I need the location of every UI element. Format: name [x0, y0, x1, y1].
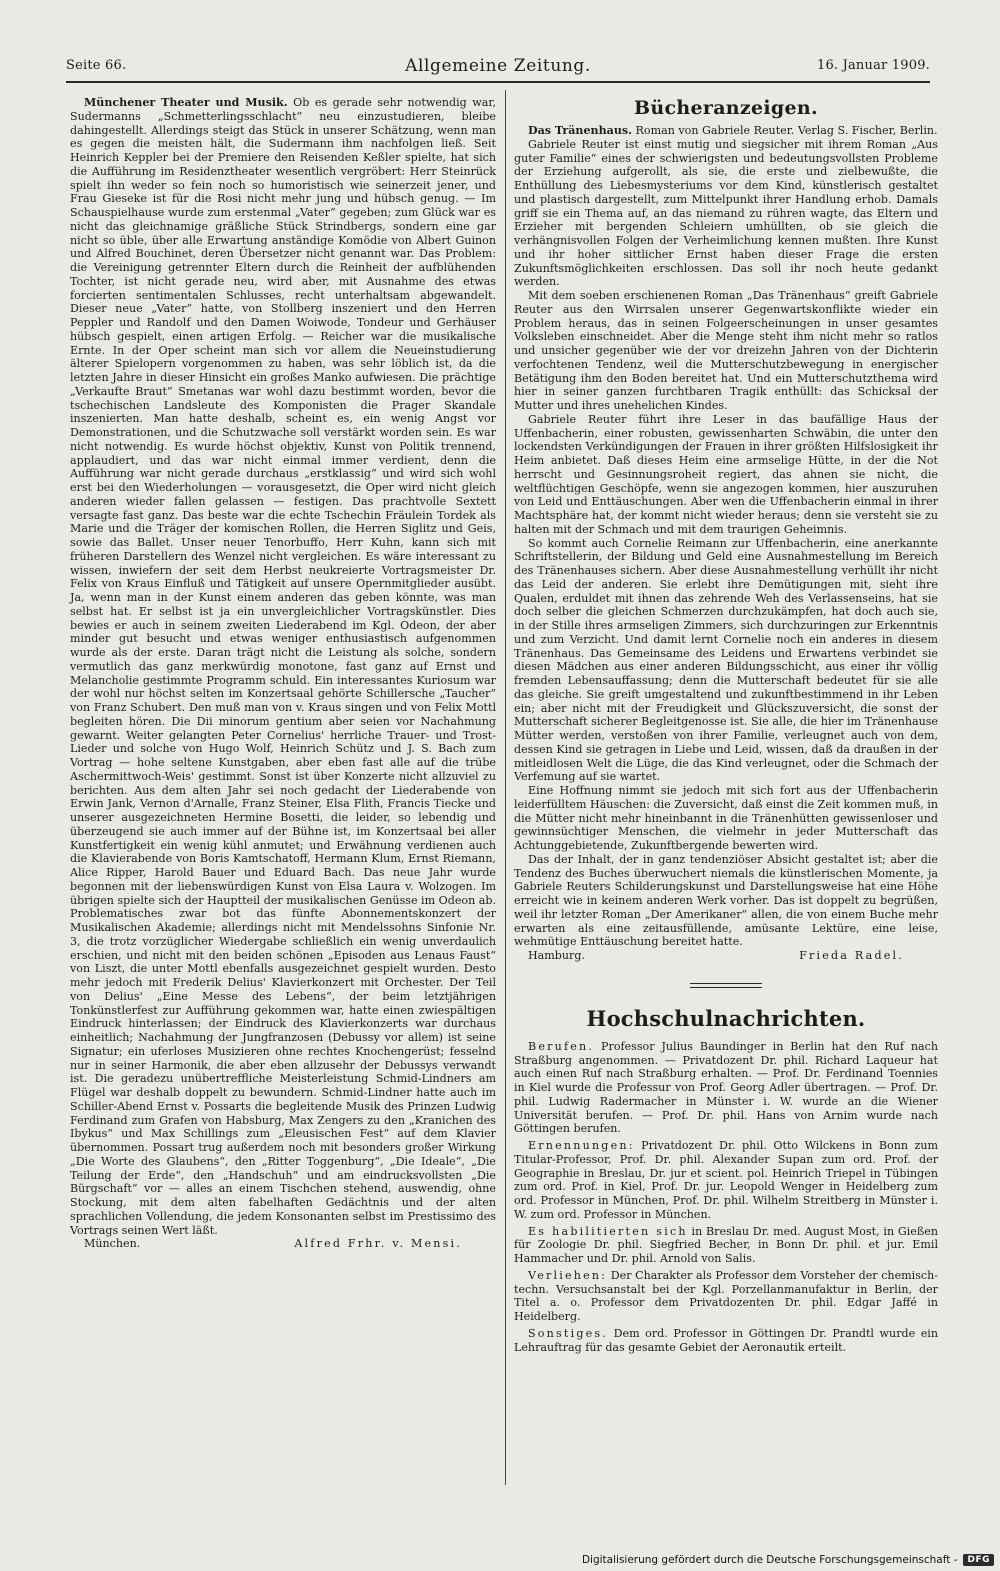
theater-article: [70, 96, 496, 1237]
page-number: Seite 66.: [66, 58, 127, 73]
news-item: [514, 1139, 938, 1222]
news-item: [514, 1225, 938, 1266]
news-item-text: Privatdozent Dr. phil. Otto Wilckens in Bonn zum Titular-Professor, Prof. Dr. phil. Alexander Supan zum ord. Prof. der Geographie in Breslau, Dr. jur et scient. pol. Heinrich Triepel in Tübingen zum ord. Prof. in Kiel, Prof. Dr. jur. Leopold Wenger in Heidelberg zum ord. Professor in München, Prof. Dr. phil. Wilhelm Streitberg in Münster i. W. zum ord. Professor in München.: [514, 1139, 938, 1221]
article-body: Ob es gerade sehr notwendig war, Sudermanns „Schmetterlingsschlacht“ neu einzustudieren, bleibe dahingestellt. Allerdings steigt das Stück in unserer Schätzung, wenn man es gegen die meisten hält, die Sudermann ihm nachfolgen ließ. Seit Heinrich Keppler bei der Premiere den Reisenden Keßler spielte, hat sich die Aufführung im Residenztheater wesentlich vergröbert: Herr Steinrück spielt ihn weder so fein noch so humoristisch wie seinerzeit jener, und Frau Gieseke ist für die Rosi nicht mehr jung und hübsch genug. — Im Schauspielhause wurde zum erstenmal „Vater“ gegeben; zum Glück war es nicht das gleichnamige gräßliche Stück Strindbergs, sondern eine gar nicht so üble, über alle Erwartung anständige Komödie von Albert Guinon und Alfred Bouchinet, deren Übersetzer nicht genannt war. Das Problem: die Vereinigung getrennter Eltern durch die Reinheit der aufblühenden Tochter, ist nicht gerade neu, wird aber, mit Ausnahme des etwas forcierten sentimentalen Schlusses, recht unterhaltsam abgewandelt. Dieser neue „Vater“ hatte, von Stollberg inszeniert und den Herren Peppler und Randolf und den Damen Woiwode, Tondeur und Gerhäuser hübsch gespielt, einen artigen Erfolg. — Reicher war die musikalische Ernte. In der Oper scheint man sich vor allem die Neueinstudierung älterer Spielopern vorgenommen zu haben, was sehr löblich ist, da die letzten Jahre in dieser Hinsicht ein großes Manko aufwiesen. Die prächtige „Verkaufte Braut“ Smetanas war wohl dazu bestimmt worden, bevor die tschechischen Landsleute des Komponisten die Prager Skandale inszenierten. Man hatte deshalb, scheint es, ein wenig Angst vor Demonstrationen, und die Schutzwache soll verstärkt worden sein. Es war nicht notwendig. Es wurde höchst objektiv, Kunst von Politik trennend, applaudiert, und das war nicht einmal immer verdient, denn die Aufführung war nicht gerade durchaus „erstklassig“ und wird sich wohl erst bei den Wiederholungen — vorausgesetzt, die Oper wird nicht gleich anderen wieder fallen gelassen — festigen. Das prachtvolle Sextett versagte fast ganz. Das beste war die echte Tschechin Fräulein Tordek als Marie und die Träger der komischen Rollen, die Herren Siglitz und Geis, sowie das Ballet. Unser neuer Tenorbuffo, Herr Kuhn, kann sich mit früheren Darstellern des Wenzel nicht vergleichen. Es wäre interessant zu wissen, inwiefern der seit dem Herbst neukreierte Vortragsmeister Dr. Felix von Kraus Einfluß und Tätigkeit auf unsere Opernmitglieder ausübt. Ja, wenn man in der Kunst einem anderen das geben könnte, was man selbst hat. Er selbst ist ja ein unvergleichlicher Vortragskünstler. Dies bewies er auch in seinem zweiten Liederabend im Kgl. Odeon, der aber minder gut besucht und etwas weniger enthusiastisch aufgenommen wurde als der erste. Daran trägt nicht die Leistung als solche, sondern vermutlich das ganz merkwürdig monotone, fast ganz auf Ernst und Melancholie gestimmte Programm schuld. Ein interessantes Kuriosum war der wohl nur höchst selten im Konzertsaal gehörte Schillersche „Taucher“ von Franz Schubert. Den muß man von v. Kraus singen und von Felix Mottl begleiten hören. Die Dii minorum gentium aber seien vor Nachahmung gewarnt. Weiter gelangten Peter Cornelius' herrliche Trauer- und Trost-Lieder und solche von Hugo Wolf, Heinrich Schütz und J. S. Bach zum Vortrag — hohe seltene Kunstgaben, aber eben fast alle auf die trübe Aschermittwoch-Weis' gestimmt. Sonst ist über Konzerte nicht allzuviel zu berichten. Aus dem alten Jahr sei noch gedacht der Liederabende von Erwin Jank, Vernon d'Arnalle, Franz Steiner, Elsa Flith, Francis Tiecke und unserer ausgezeichneten Hermine Bosetti, die leider, so lebendig und überzeugend sie auch immer auf der Bühne ist, im Konzertsaal bei aller Kunstfertigkeit ein wenig kühl anmutet; und Erwähnung verdienen auch die Klavierabende von Boris Kamtschatoff, Hermann Klum, Ernst Riemann, Alice Ripper, Harold Bauer und Eduard Bach. Das neue Jahr wurde begonnen mit der liebenswürdigen Kunst von Elsa Laura v. Wolzogen. Im übrigen spielte sich der Hauptteil der musikalischen Genüsse im Odeon ab. Problematisches zwar bot das fünfte Abonnementskonzert der Musikalischen Akademie; allerdings nicht mit Mendelssohns Sinfonie Nr. 3, die trotz vorzüglicher Wiedergabe schließlich ein wenig unverdaulich erschien, und nicht mit den beiden schönen „Episoden aus Lenaus Faust“ von Liszt, die unter Mottl ebenfalls ausgezeichnet gespielt wurden. Desto mehr jedoch mit Frederik Delius' Klavierkonzert mit Orchester. Der Teil von Delius' „Eine Messe des Lebens“, der beim letztjährigen Tonkünstlerfest zur Aufführung gekommen war, hatte einen zwiespältigen Eindruck hinterlassen; der Eindruck des Klavierkonzerts war durchaus einheitlich; Nachahmung der Jungfranzosen (Debussy vor allem) ist seine Signatur; ein uferloses Musizieren ohne rechtes Knochengerüst; fesselnd nur in seiner Harmonik, die aber eben allzusehr der Debussys verwandt ist. Die geradezu unübertreffliche Meisterleistung Schmid-Lindners am Flügel war deshalb doppelt zu bewundern. Schmid-Lindner hatte auch im Schiller-Abend Ernst v. Possarts die begleitende Musik des Prinzen Ludwig Ferdinand zum Grafen von Habsburg, Max Zengers zu den „Kranichen des Ibykus“ und Max Schillings zum „Eleusischen Fest“ auf dem Klavier übernommen. Possart trug außerdem noch mit besonders großer Wirkung „Die Worte des Glaubens“, den „Ritter Toggenburg“, „Die Ideale“, „Die Teilung der Erde“, den „Handschuh“ und am eindrucksvollsten „Die Bürgschaft“ vor — alles an einem Tischchen stehend, auswendig, ohne Stockung, mit dem alten fabelhaften Gedächtnis und der alten sprachlichen Vollendung, die jedem Konsonanten selbst im Prestissimo des Vortrags seinen Wert läßt.: [70, 96, 496, 1237]
review-place: Hamburg.: [528, 949, 585, 962]
section-title-university-news: Hochschulnachrichten.: [586, 1005, 866, 1031]
review-paragraph: Das der Inhalt, der in ganz tendenziöser Absicht gestaltet ist; aber die Tendenz des Buches überwuchert niemals die künstlerischen Momente, ja Gabriele Reuters Schilderungskunst und Darstellungsweise hat eine Höhe erreicht wie in keinem anderen Werk vorher. Das ist doppelt zu begrüßen, weil ihr letzter Roman „Der Amerikaner“ allen, die von einem Buche mehr erwarten als eine zeitausfüllende, amüsante Lektüre, eine leise, wehmütige Enttäuschung bereitet hatte.: [514, 852, 938, 949]
review-paragraph: Gabriele Reuter ist einst mutig und siegsicher mit ihrem Roman „Aus guter Familie“ eines der schwierigsten und bedeutungsvollsten Probleme der Erziehung aufgerollt, als sie, die erste und zielbewußte, die Enthüllung des Liebesmysteriums vor dem Kind, künstlerisch gestaltet und plastisch dargestellt, zum Mittelpunkt ihrer Handlung erhob. Damals griff sie ein Thema auf, an das niemand zu rühren wagte, das Eltern und Erzieher mit bergenden Schleiern umhüllten, ob sie gleich die verhängnisvollen Folgen der Verheimlichung kennen mußten. Ihre Kunst und ihr hoher sittlicher Ernst haben dieser Frage die ersten Zukunftsmöglichkeiten erschlossen. Das soll ihr noch heute gedankt werden.: [514, 137, 938, 289]
masthead: Allgemeine Zeitung.: [405, 56, 591, 76]
left-column: [70, 96, 496, 1251]
news-item-label: Ernennungen:: [528, 1139, 635, 1152]
news-item-label: Berufen.: [528, 1039, 595, 1053]
article-heading: Münchener Theater und Musik.: [84, 96, 288, 109]
news-item-text: Der Charakter als Professor dem Vorsteher der chemisch-techn. Versuchsanstalt bei der Kgl. Porzellanmanufaktur in Berlin, der Titel a. o. Professor dem Privatdozenten Dr. phil. Edgar Jaffé in Heidelberg.: [514, 1268, 939, 1323]
review-paragraph: So kommt auch Cornelie Reimann zur Uffenbacherin, eine anerkannte Schriftstellerin, der Bildung und Geld eine Ausnahmestellung im Bereich des Tränenhauses sichern. Aber diese Ausnahmestellung verhüllt ihr nicht das Leid der anderen. Sie erlebt ihre Demütigungen mit, sieht ihre Qualen, erduldet mit ihnen das zehrende Weh des Verlassenseins, hat sie doch selber die gleichen Schmerzen durchzukämpfen, hat doch auch sie, in der Stille ihres armseligen Zimmers, sich durchzuringen zur Erkenntnis und zum Verzicht. Und damit lernt Cornelie noch ein anderes in diesem Tränenhaus. Das Gemeinsame des Leidens und Erwartens verbindet sie diesen Mädchen aus einer anderen Bildungsschicht, aus einer ihr völlig fremden Lebensauffassung; denn die Mutterschaft bedeutet für sie alle das gleiche. Sie greift umgestaltend und zukunftbestimmend in ihr Leben ein; aber nicht mit der Freudigkeit und Glückszuversicht, die sonst der Mutterschaft sicherer Begleitgenosse ist. Sie alle, die hier im Tränenhause Mütter werden, verstoßen von ihrer Familie, verleugnet auch von dem, dessen Kind sie getragen in Liebe und Leid, wissen, daß da draußen in der mitleidlosen Welt die Lüge, die das Kind verleugnet, oder die Schmach der Verfemung auf sie wartet.: [514, 536, 938, 784]
review-paragraph: Gabriele Reuter führt ihre Leser in das baufällige Haus der Uffenbacherin, einer robusten, gewissenharten Schwäbin, die unter den lockendsten Verkündigungen der Frauen in ihrer größten Hilfslosigkeit ihr Heim anbietet. Daß dieses Heim eine armselige Hütte, in der die Not herrscht und Gesinnungsroheit regiert, das ahnen sie nicht, die weltflüchtigen Geschöpfe, wenn sie angezogen kommen, hier auszuruhen von Leid und Enttäuschungen. Aber wen die Uffenbacherin einmal in ihrer Machtsphäre hat, der kommt nicht wieder heraus; denn sie versteht sie zu halten mit der Schmach und mit dem traurigen Geheimnis.: [514, 412, 938, 536]
article-place: München.: [84, 1237, 141, 1251]
news-item: [514, 1269, 938, 1324]
news-item-label: Es habilitierten sich: [528, 1224, 688, 1238]
review-signature-row: [514, 949, 938, 963]
news-item-text: Dem ord. Professor in Göttingen Dr. Prandtl wurde ein Lehrauftrag für das gesamte Gebiet der Aeronautik erteilt.: [514, 1326, 939, 1354]
book-meta: Roman von Gabriele Reuter. Verlag S. Fischer, Berlin.: [635, 124, 938, 137]
digitization-footer: [582, 1552, 994, 1568]
news-item: [514, 1327, 938, 1355]
news-item-text: in Breslau Dr. med. August Most, in Gießen für Zoologie Dr. phil. Siegfried Becher, in Bonn Dr. phil. et jur. Emil Hammacher und Dr. phil. Arnold von Salis.: [514, 1224, 938, 1265]
header-rule: [66, 81, 930, 83]
section-divider: [690, 983, 762, 988]
section-title-books: Bücheranzeigen.: [634, 97, 818, 119]
news-item-text: Professor Julius Baundinger in Berlin hat den Ruf nach Straßburg angenommen. — Privatdozent Dr. phil. Richard Laqueur hat auch einen Ruf nach Straßburg erhalten. — Prof. Dr. Ferdinand Toennies in Kiel wurde die Professur von Prof. Georg Adler übertragen. — Prof. Dr. phil. Ludwig Radermacher in Münster i. W. wurde an die Wiener Universität berufen. — Prof. Dr. phil. Hans von Arnim wurde nach Göttingen berufen.: [514, 1039, 939, 1136]
article-signature: Alfred Frhr. v. Mensi.: [294, 1237, 462, 1251]
news-item-label: Verliehen:: [528, 1268, 608, 1282]
news-item: [514, 1040, 938, 1136]
funding-notice: Digitalisierung gefördert durch die Deutsche Forschungsgemeinschaft -: [581, 1554, 958, 1566]
issue-date: 16. Januar 1909.: [816, 58, 930, 73]
column-rule: [505, 90, 506, 1485]
news-item-label: Sonstiges.: [528, 1326, 609, 1340]
review-paragraph: Mit dem soeben erschienenen Roman „Das Tränenhaus“ greift Gabriele Reuter aus den Wirrsalen unserer Gegenwartskonflikte wieder ein Problem heraus, das in seinen Folgeerscheinungen in unser gesamtes Volksleben einschneidet. Aber die Menge steht ihm nicht mehr so ratlos und unsicher gegenüber wie der vor dreizehn Jahren von der Dichterin verfochtenen Tendenz, weil die Mutterschutzbewegung in energischer Betätigung ihm den Boden bereitet hat. Und ein Mutterschutzthema wird hier in seiner ganzen furchtbaren Tragik enthüllt: das Schicksal der Mutter und ihres unehelichen Kindes.: [514, 289, 938, 412]
dfg-logo-icon[interactable]: DFG: [963, 1554, 994, 1566]
article-signature-row: [70, 1237, 496, 1251]
review-paragraph: Eine Hoffnung nimmt sie jedoch mit sich fort aus der Uffenbacherin leiderfülltem Häuschen: die Zuversicht, daß einst die Zeit kommen muß, in die Mütter nicht mehr hineinbannt in die Tränenhütten gewissenloser und gewinnsüchtiger Menschen, die vielmehr in jeder Mutterschaft das Achtunggebietende, Zukunftbergende bewerten wird.: [514, 784, 938, 852]
right-column: [514, 96, 938, 1357]
review-signature: Frieda Radel.: [799, 949, 904, 962]
book-title: Das Tränenhaus.: [528, 124, 633, 137]
book-entry-header: [514, 124, 938, 138]
page-header: [66, 56, 930, 78]
university-news-list: [514, 1040, 938, 1355]
